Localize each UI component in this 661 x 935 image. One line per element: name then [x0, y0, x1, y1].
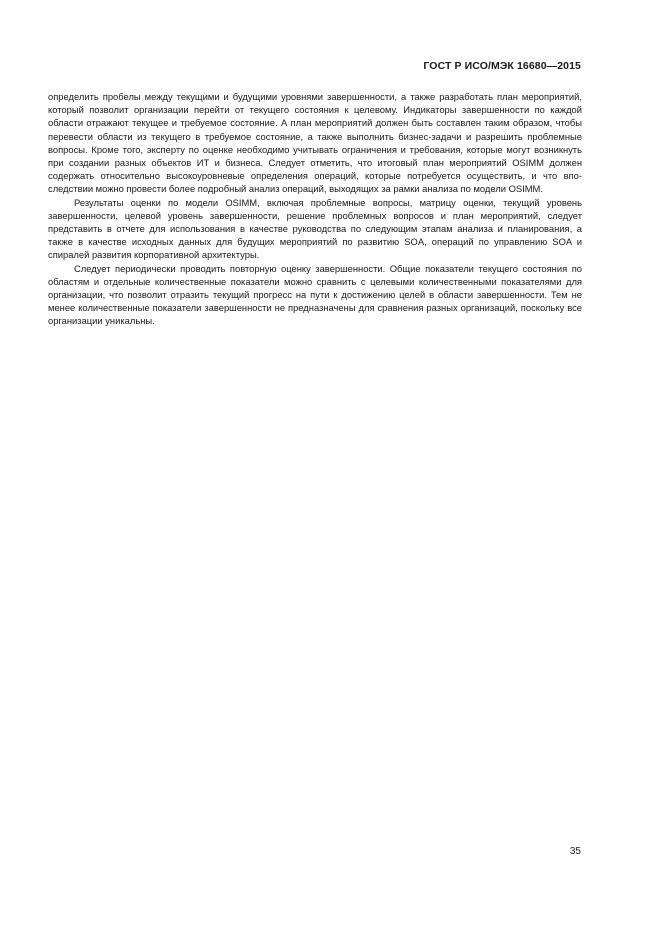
paragraph-continuation: определить пробелы между текущими и будущими уровнями завершенности, а также разработать план мероприятий, который позволит организации перейти от текущего состояния к целевому. Индикаторы завершенности по каждой области отражают текущее и требуемое состояние. А план мероприятий должен быть составлен таким образом, чтобы перевести области из текущего в требуемое состояние, а также выполнить бизнес-задачи и разрешить проблемные вопросы. Кроме того, эксперту по оценке необходимо учитывать ограничения и требования, которые могут возникнуть при создании разных объектов ИТ и бизнеса. Следует отметить, что итоговый план мероприятий OSIMM должен содержать относительно высокоуровневые определения операций, которые потребуется осуществить, и что впоследствии можно провести более подробный анализ операций, выходящих за рамки анализа по модели OSIMM.: [48, 91, 582, 195]
document-header: ГОСТ Р ИСО/МЭК 16680—2015: [423, 60, 581, 72]
paragraph-reassessment: Следует периодически проводить повторную оценку завершенности. Общие показатели текущего состояния по областям и отдельные количественные показатели можно сравнить с целевыми количественными показателями для организации, что позволит отразить текущий прогресс на пути к достижению целей в области завершенности. Тем не менее количественные показатели завершенности не предназначены для сравнения разных организаций, поскольку все организации уникальны.: [48, 262, 582, 327]
paragraph-results: Результаты оценки по модели OSIMM, включая проблемные вопросы, матрицу оценки, текущий уровень завершенности, целевой уровень завершенности, решение проблемных вопросов и план мероприятий, следует представить в отчете для использования в качестве руководства по следующим этапам анализа и планирования, а также в качестве исходных данных для будущих мероприятий по развитию SOA, операций по управлению SOA и спиралей развития корпоративной архитектуры.: [48, 196, 582, 261]
page-number: 35: [569, 846, 581, 857]
body-text: [48, 90, 582, 328]
